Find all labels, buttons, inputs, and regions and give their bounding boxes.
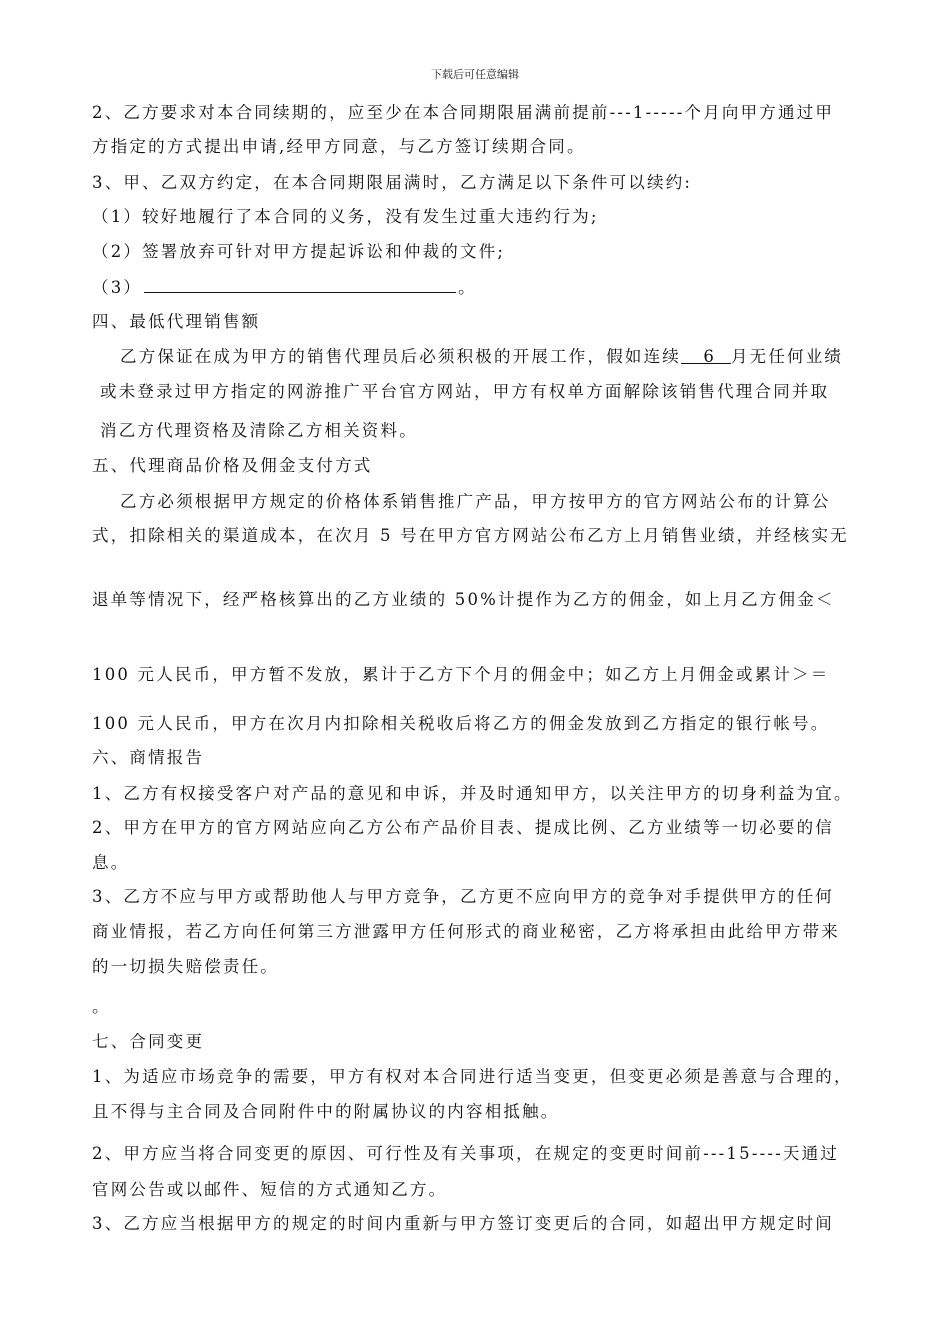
condition-3	[92, 276, 872, 299]
condition-1: （1）较好地履行了本合同的义务，没有发生过重大违约行为;	[92, 207, 599, 226]
stray-period: 。	[92, 997, 111, 1016]
section-6-heading: 六、商情报告	[92, 748, 205, 767]
months-value: 6	[703, 347, 717, 366]
section-4-line-3: 消乙方代理资格及清除乙方相关资料。	[100, 421, 418, 440]
section-6-item-3-line-3: 的一切损失赔偿责任。	[92, 957, 279, 976]
section-4-heading: 四、最低代理销售额	[92, 312, 261, 331]
section-7-item-1-line-2: 且不得与主合同及合同附件中的附属协议的内容相抵触。	[92, 1102, 560, 1121]
section-5-line-1: 乙方必须根据甲方规定的价格体系销售推广产品，甲方按甲方的官方网站公布的计算公	[120, 492, 831, 511]
section-6-item-3-line-1: 3、乙方不应与甲方或帮助他人与甲方竞争，乙方更不应向甲方的竞争对手提供甲方的任何	[92, 887, 834, 906]
section-7-heading: 七、合同变更	[92, 1032, 205, 1051]
condition-3-end: 。	[458, 278, 477, 297]
section-7-item-2-line-1: 2、甲方应当将合同变更的原因、可行性及有关事项，在规定的变更时间前---15----天通过	[92, 1144, 840, 1163]
section-4-text-b: 月无任何业绩	[730, 347, 844, 366]
section-6-item-2-line-2: 息。	[92, 853, 130, 872]
clause-2-line-1: 2、乙方要求对本合同续期的，应至少在本合同期限届满前提前---1-----个月向甲方通过甲	[92, 103, 835, 122]
fill-in-blank	[144, 276, 456, 293]
page-header: 下载后可任意编辑	[431, 68, 519, 81]
section-5-line-2: 式，扣除相关的渠道成本，在次月 5 号在甲方官方网站公布乙方上月销售业绩，并经核实无	[92, 526, 849, 545]
section-7-item-3-line-1: 3、乙方应当根据甲方的规定的时间内重新与甲方签订变更后的合同，如超出甲方规定时间	[92, 1214, 834, 1233]
section-7-item-2-line-2: 官网公告或以邮件、短信的方式通知乙方。	[92, 1180, 448, 1199]
section-6-item-2-line-1: 2、甲方在甲方的官方网站应向乙方公布产品价目表、提成比例、乙方业绩等一切必要的信	[92, 818, 834, 837]
condition-2: （2）签署放弃可针对甲方提起诉讼和仲裁的文件;	[92, 242, 506, 261]
section-6-item-1: 1、乙方有权接受客户对产品的意见和申诉，并及时通知甲方，以关注甲方的切身利益为宜。	[92, 784, 853, 803]
section-4-text-a: 乙方保证在成为甲方的销售代理员后必须积极的开展工作，假如连续	[120, 347, 681, 366]
section-4-line-2: 或未登录过甲方指定的网游推广平台官方网站，甲方有权单方面解除该销售代理合同并取	[100, 382, 830, 401]
section-5-line-3: 退单等情况下，经严格核算出的乙方业绩的 50%计提作为乙方的佣金，如上月乙方佣金＜	[92, 590, 835, 609]
clause-2-line-2: 方指定的方式提出申请,经甲方同意，与乙方签订续期合同。	[92, 137, 586, 156]
section-7-item-1-line-1: 1、为适应市场竞争的需要，甲方有权对本合同进行适当变更，但变更必须是善意与合理的，	[92, 1067, 853, 1086]
section-5-line-5: 100 元人民币，甲方在次月内扣除相关税收后将乙方的佣金发放到乙方指定的银行帐号。	[92, 714, 830, 733]
section-6-item-3-line-2: 商业情报，若乙方向任何第三方泄露甲方任何形式的商业秘密，乙方将承担由此给甲方带来	[92, 922, 840, 941]
clause-3-line: 3、甲、乙双方约定，在本合同期限届满时，乙方满足以下条件可以续约:	[92, 173, 693, 192]
condition-3-label: （3）	[92, 278, 143, 297]
section-4-line-1	[120, 346, 900, 368]
section-5-heading: 五、代理商品价格及佣金支付方式	[92, 456, 373, 475]
section-5-line-4: 100 元人民币，甲方暂不发放，累计于乙方下个月的佣金中；如乙方上月佣金或累计＞＝	[92, 665, 830, 684]
